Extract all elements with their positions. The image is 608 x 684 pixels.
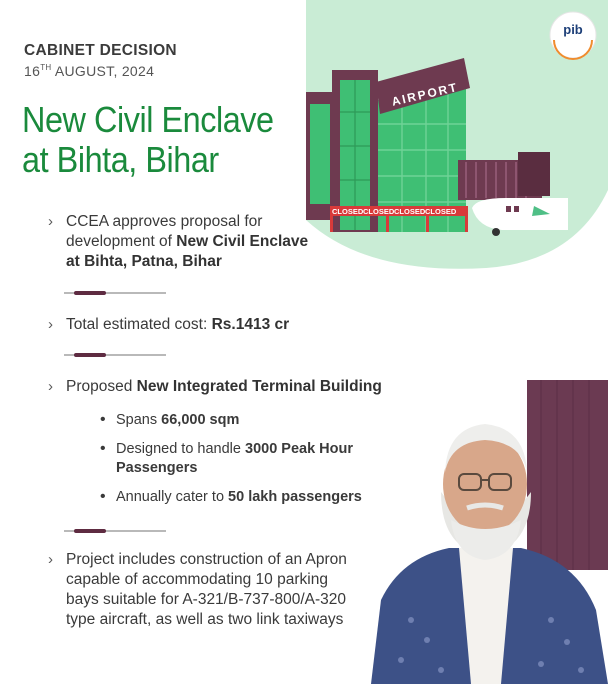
divider-2 (64, 354, 166, 356)
bullet-3-pre: Proposed (66, 378, 137, 395)
pib-logo (548, 10, 598, 60)
sub-bullet-1-pre: Spans (116, 412, 162, 428)
sub-bullet-3-text (100, 488, 410, 507)
airplane (472, 198, 568, 230)
kicker: CABINET DECISION (24, 42, 177, 59)
date-suffix: TH (40, 63, 52, 72)
sub-bullet-2-bold: 3000 Peak Hour Passengers (116, 441, 354, 476)
chevron-right-icon: › (48, 213, 53, 230)
bullet-2-pre: Total estimated cost: (66, 316, 212, 333)
portrait-photo (371, 380, 608, 684)
bullet-2-bold: Rs.1413 cr (211, 316, 290, 333)
bullet-3-bold: New Integrated Terminal Building (136, 378, 382, 395)
sub-bullet-2-text (100, 440, 365, 478)
chevron-right-icon: › (48, 378, 53, 395)
title-line-2: at Bihta, Bihar (22, 139, 219, 180)
sub-bullet-2-pre: Designed to handle (116, 441, 245, 457)
date (24, 63, 177, 79)
sub-bullet-3-pre: Annually cater to (116, 489, 229, 505)
barrier-label: CLOSED (363, 207, 395, 216)
divider-3 (64, 530, 166, 532)
sub-bullet-2 (100, 440, 365, 478)
airplane-wheel (492, 228, 500, 236)
chevron-right-icon: › (48, 551, 53, 568)
bullet-1-bold: New Civil Enclave at Bihta, Patna, Bihar (66, 233, 309, 270)
sub-bullet-3-bold: 50 lakh passengers (228, 489, 362, 505)
dot-icon: • (100, 488, 106, 505)
barrier-label: CLOSED (332, 207, 364, 216)
jet-bridge-cab (518, 152, 550, 196)
pib-logo-text: pib (563, 22, 583, 37)
bullet-1-pre: CCEA approves proposal for development of (66, 213, 263, 250)
left-building-glass (310, 104, 330, 204)
bullet-1 (50, 212, 310, 272)
bullet-2-text (50, 315, 350, 335)
chevron-right-icon: › (48, 316, 53, 333)
page-title (22, 100, 274, 180)
title-line-1: New Civil Enclave (22, 99, 274, 140)
divider-1 (64, 292, 166, 294)
dot-icon: • (100, 411, 106, 428)
airport-sign: AIRPORT (390, 79, 460, 109)
sub-bullet-1-bold: 66,000 sqm (161, 412, 240, 428)
bullet-1-text (50, 212, 310, 272)
header (24, 42, 177, 79)
barrier-labels (332, 207, 457, 216)
bullet-4 (50, 550, 350, 630)
dot-icon: • (100, 440, 106, 457)
maroon-panel (527, 380, 608, 570)
date-day: 16 (24, 63, 41, 79)
airplane-window (514, 206, 519, 212)
date-rest: AUGUST, 2024 (51, 63, 155, 79)
bullet-4-text: Project includes construction of an Apron capable of accommodating 10 parking bays suitable for A-321/B-737-800/A-320 type aircraft, as well as two link taxiways (66, 551, 347, 628)
barrier-label: CLOSED (425, 207, 457, 216)
airplane-window (506, 206, 511, 212)
bullet-2 (50, 315, 350, 335)
sub-bullet-1-text (100, 411, 380, 430)
sub-bullet-1 (100, 411, 380, 430)
sub-bullet-3 (100, 488, 410, 507)
jet-bridge-lines (466, 162, 526, 198)
barrier-label: CLOSED (394, 207, 426, 216)
